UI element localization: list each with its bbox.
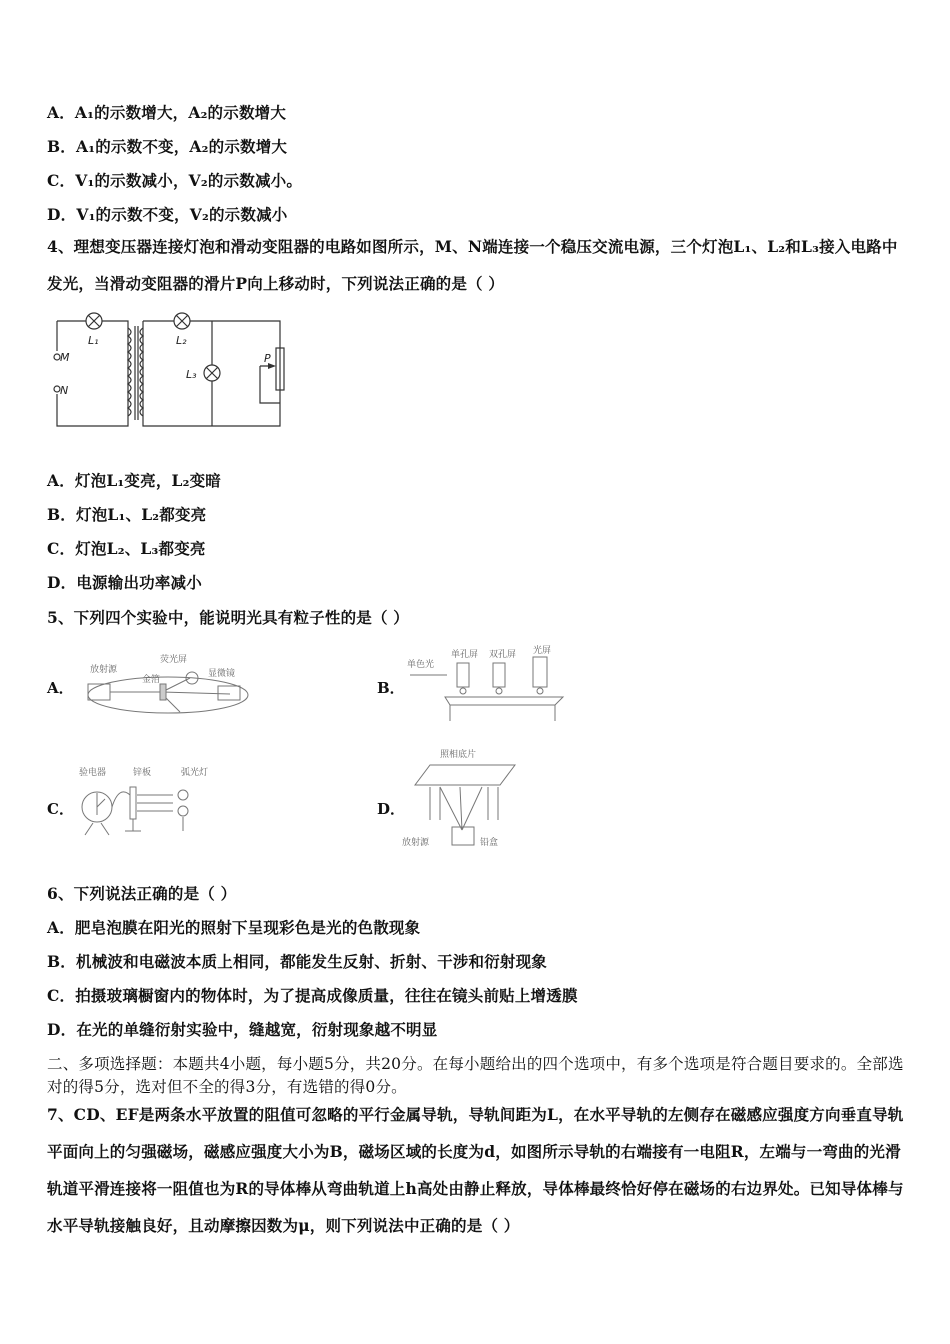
q4-circuit-diagram (40, 308, 300, 433)
fig-d-label-film: 照相底片 (440, 750, 477, 760)
fig-d-label-box: 铅盒 (480, 838, 499, 848)
fig-a-label-microscope: 显微镜 (208, 669, 236, 679)
fig-b-label-screen: 光屏 (533, 646, 552, 656)
q5-option-c-label: C． (47, 800, 74, 818)
label-l3: L₃ (186, 368, 197, 381)
q3-option-d: D．V₁的示数不变，V₂的示数减小 (47, 205, 288, 224)
q4-option-a: A．灯泡L₁变亮，L₂变暗 (47, 471, 222, 490)
q6-option-c: C．拍摄玻璃橱窗内的物体时，为了提高成像质量，往往在镜头前贴上增透膜 (47, 986, 578, 1005)
fig-b-label-light: 单色光 (407, 660, 435, 670)
q6-stem: 6、下列说法正确的是（ ） (47, 884, 237, 903)
q5-figure-c (75, 765, 235, 840)
fig-a-label-foil: 金箔 (142, 675, 161, 685)
q6-option-d: D．在光的单缝衍射实验中，缝越宽，衍射现象越不明显 (47, 1020, 438, 1039)
fig-c-label-lamp: 弧光灯 (181, 768, 209, 778)
q3-option-b: B．A₁的示数不变，A₂的示数增大 (47, 137, 288, 156)
q5-option-b-label: B． (377, 679, 405, 697)
q5-option-a-label: A． (47, 679, 74, 697)
fig-a-label-source: 放射源 (90, 665, 118, 675)
q3-option-a: A．A₁的示数增大，A₂的示数增大 (47, 103, 287, 122)
fig-c-label-zinc: 锌板 (133, 768, 152, 778)
q4-option-c: C．灯泡L₂、L₃都变亮 (47, 539, 206, 558)
q4-option-b: B．灯泡L₁、L₂都变亮 (47, 505, 207, 524)
label-l1: L₁ (88, 334, 99, 347)
q7-stem: 7、CD、EF是两条水平放置的阻值可忽略的平行金属导轨，导轨间距为L，在水平导轨的左侧存在磁感应强度方向垂直导轨平面向上的匀强磁场，磁感应强度大小为B，磁场区域的长度为d，如图所示导轨的右端接有一电阻R，左端与一弯曲的光滑轨道平滑连接将一阻值也为R的导体棒从弯曲轨道上h高处由静止释放，导体棒最终恰好停在磁场的右边界处。已知导体棒与水平导轨接触良好，且动摩擦因数为μ，则下列说法中正确的是（ ） (47, 1105, 904, 1235)
q5-figure-d (400, 745, 530, 850)
fig-b-label-double: 双孔屏 (489, 650, 517, 660)
fig-a-label-screen: 荧光屏 (160, 655, 188, 665)
label-l2: L₂ (176, 334, 187, 347)
q5-figure-b (405, 645, 570, 725)
label-n: N (60, 384, 69, 397)
q3-option-c: C．V₁的示数减小，V₂的示数减小。 (47, 171, 303, 190)
section-2-heading: 二、多项选择题：本题共4小题，每小题5分，共20分。在每小题给出的四个选项中，有多个选项是符合题目要求的。全部选对的得5分，选对但不全的得3分，有选错的得0分。 (47, 1055, 904, 1096)
q6-option-a: A．肥皂泡膜在阳光的照射下呈现彩色是光的色散现象 (47, 918, 421, 937)
fig-c-label-electroscope: 验电器 (79, 768, 107, 778)
fig-b-label-single: 单孔屏 (451, 650, 479, 660)
q4-option-d: D．电源输出功率减小 (47, 573, 202, 592)
fig-d-label-source: 放射源 (402, 838, 430, 848)
label-p: P (264, 352, 271, 365)
q5-figure-a (80, 650, 255, 720)
q5-option-d-label: D． (377, 800, 406, 818)
q4-stem: 4、理想变压器连接灯泡和滑动变阻器的电路如图所示，M、N端连接一个稳压交流电源，三个灯泡L₁、L₂和L₃接入电路中发光，当滑动变阻器的滑片P向上移动时，下列说法正确的是（ ） (47, 237, 898, 293)
q6-option-b: B．机械波和电磁波本质上相同，都能发生反射、折射、干涉和衍射现象 (47, 952, 548, 971)
label-m: M (60, 351, 70, 364)
q5-stem: 5、下列四个实验中，能说明光具有粒子性的是（ ） (47, 608, 409, 627)
